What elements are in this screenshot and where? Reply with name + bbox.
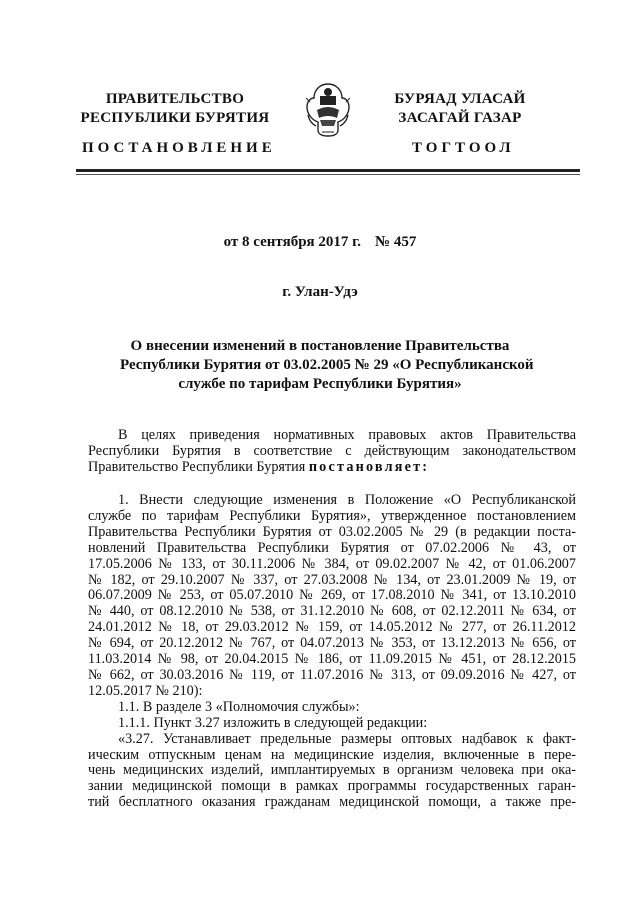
preamble-line-start: Правительство Республики Бурятия	[88, 458, 309, 475]
body-line: 06.07.2009 № 253, от 05.07.2010 № 269, от 17.08.2010 № 341, от 13.10.2010	[88, 588, 576, 604]
body-line: «3.27. Устанавливает предельные размеры оптовых надбавок к факт-	[118, 731, 576, 747]
body-line: новлений Правительства Республики Бурятия от 07.02.2006 № 43, от	[88, 540, 576, 556]
body-line: 24.01.2012 № 18, от 29.03.2012 № 159, от 14.05.2012 № 277, от 26.11.2012	[88, 620, 576, 636]
title-line: Республики Бурятия от 03.02.2005 № 29 «О Республиканской	[120, 357, 534, 373]
header-left-line-2: РЕСПУБЛИКИ БУРЯТИЯ	[80, 110, 270, 126]
decree-date-number	[0, 234, 640, 251]
body-line: тий бесплатного оказания гражданам медицинской помощи, а также пре-	[88, 795, 576, 811]
doc-type-buryat: ТОГТООЛ	[412, 140, 515, 156]
government-name-russian	[65, 90, 285, 128]
government-name-buryat	[350, 90, 570, 128]
title-line: О внесении изменений в постановление Правительства	[130, 338, 510, 354]
body-line: 11.03.2014 № 98, от 20.04.2015 № 186, от 11.09.2015 № 451, от 28.12.2015	[88, 652, 576, 668]
header-right-line-1: БУРЯАД УЛАСАЙ	[394, 91, 526, 107]
body-line: 12.05.2017 № 210):	[88, 682, 203, 699]
body-line: чень медицинских изделий, имплантируемых в организм человека при ока-	[88, 763, 576, 779]
header-right-line-2: ЗАСАГАЙ ГАЗАР	[398, 110, 522, 126]
body-line: 17.05.2006 № 133, от 30.11.2006 № 384, от 09.02.2007 № 42, от 01.06.2007	[88, 556, 576, 572]
body-line: 1.1.1. Пункт 3.27 изложить в следующей редакции:	[118, 714, 428, 731]
body-line: № 182, от 29.10.2007 № 337, от 27.03.2008 № 134, от 23.01.2009 № 19, от	[88, 572, 576, 588]
doc-type-russian: ПОСТАНОВЛЕНИЕ	[82, 140, 276, 156]
coat-of-arms-icon	[300, 80, 356, 140]
decree-city: г. Улан-Удэ	[282, 284, 358, 300]
body-line: Правительства Республики Бурятия от 03.02.2005 № 29 (в редакции поста-	[88, 524, 576, 540]
decree-body	[88, 493, 576, 811]
body-line: 1.1. В разделе 3 «Полномочия службы»:	[118, 698, 360, 715]
preamble-line: В целях приведения нормативных правовых актов Правительства	[118, 428, 576, 443]
decree-word: постановляет:	[308, 458, 430, 475]
header-divider-thin	[76, 174, 580, 175]
decree-title	[120, 337, 534, 394]
body-line: зании медицинской помощи в рамках программы государственных гаран-	[88, 779, 576, 795]
body-line: 1. Внести следующие изменения в Положение «О Республиканской	[118, 493, 576, 508]
preamble-last-line	[88, 460, 576, 476]
decree-number: № 457	[375, 234, 417, 250]
decree-date: от 8 сентября 2017 г.	[223, 234, 362, 250]
body-line: № 694, от 20.12.2012 № 767, от 04.07.2013 № 353, от 13.12.2013 № 656, от	[88, 636, 576, 652]
body-line: № 440, от 08.12.2010 № 538, от 31.12.2010 № 608, от 02.12.2011 № 634, от	[88, 604, 576, 620]
header-divider-thick	[76, 169, 580, 172]
title-line: службе по тарифам Республики Бурятия»	[178, 376, 462, 392]
preamble-paragraph	[88, 428, 576, 476]
preamble-line: Республики Бурятия в соответствие с действующим законодательством	[88, 443, 576, 459]
body-line: № 662, от 30.03.2016 № 119, от 11.07.2016 № 313, от 09.09.2016 № 427, от	[88, 667, 576, 683]
body-line: ическим отпускным ценам на медицинские изделия, включенные в пере-	[88, 747, 576, 763]
body-line: службе по тарифам Республики Бурятия», утвержденное постановлением	[88, 508, 576, 524]
header-left-line-1: ПРАВИТЕЛЬСТВО	[105, 91, 245, 107]
